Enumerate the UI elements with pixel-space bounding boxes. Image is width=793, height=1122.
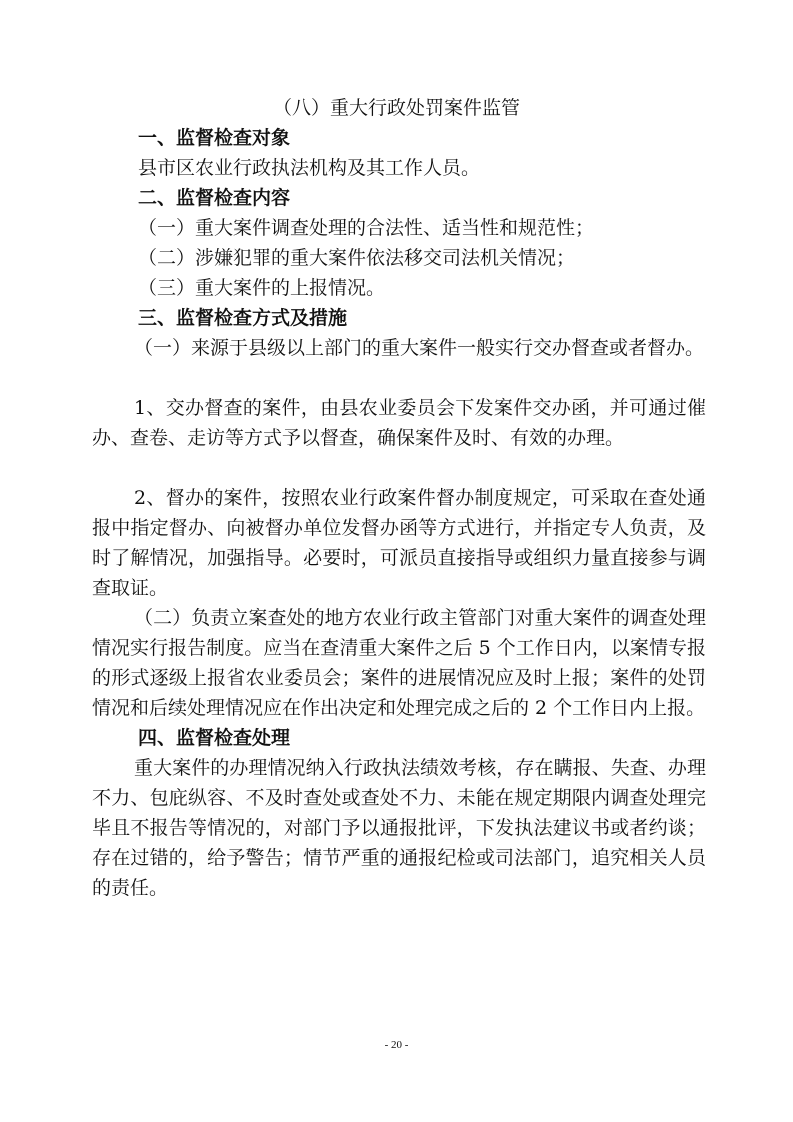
section3-paragraph: 2、督办的案件，按照农业行政案件督办制度规定，可采取在查处通报中指定督办、向被督办单位发督办函等方式进行，并指定专人负责，及时了解情况，加强指导。必要时，可派员直接指导或组织力量直接参与调查取证。: [92, 487, 706, 599]
section1-heading: 一、监督检查对象: [138, 127, 291, 149]
section2-item: （三）重大案件的上报情况。: [138, 277, 386, 299]
section2-item: （一）重大案件调查处理的合法性、适当性和规范性；: [138, 217, 595, 239]
section2-item: （二）涉嫌犯罪的重大案件依法移交司法机关情况；: [138, 247, 576, 269]
section3-heading: 三、监督检查方式及措施: [138, 307, 348, 329]
section4-heading: 四、监督检查处理: [138, 727, 291, 749]
section1-body: 县市区农业行政执法机构及其工作人员。: [138, 157, 481, 179]
section3-paragraph: （二）负责立案查处的地方农业行政主管部门对重大案件的调查处理情况实行报告制度。应当在查清重大案件之后 5 个工作日内，以案情专报的形式逐级上报省农业委员会；案件的进展情况应及时上报；案件的处罚情况和后续处理情况应在作出决定和处理完成之后的 2 个工作日内上报。: [92, 607, 706, 719]
section3-paragraph: 1、交办督查的案件，由县农业委员会下发案件交办函，并可通过催办、查卷、走访等方式予以督查，确保案件及时、有效的办理。: [92, 397, 706, 449]
page-number: - 20 -: [384, 1039, 409, 1051]
section3-paragraph: （一）来源于县级以上部门的重大案件一般实行交办督查或者督办。: [134, 337, 705, 359]
section4-body: 重大案件的办理情况纳入行政执法绩效考核，存在瞒报、失查、办理不力、包庇纵容、不及时查处或查处不力、未能在规定期限内调查处理完毕且不报告等情况的，对部门予以通报批评，下发执法建议书或者约谈；存在过错的，给予警告；情节严重的通报纪检或司法部门，追究相关人员的责任。: [92, 757, 706, 899]
section2-heading: 二、监督检查内容: [138, 187, 291, 209]
document-title: （八）重大行政处罚案件监管: [272, 97, 520, 119]
